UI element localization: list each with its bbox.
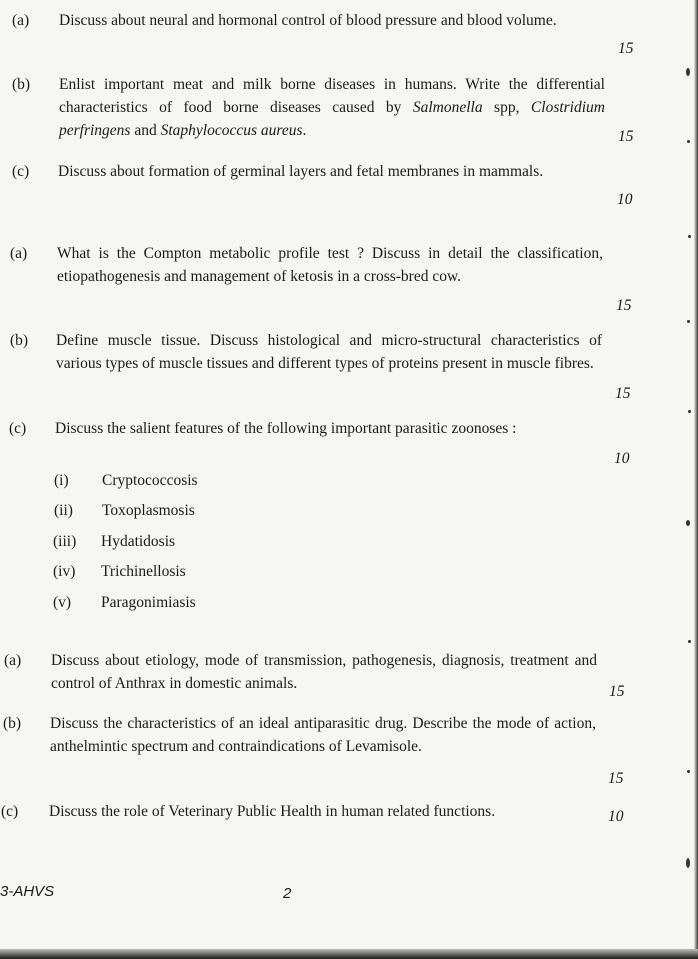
item-name: Paragonimiasis — [101, 594, 196, 611]
item-number: (ii) — [54, 502, 73, 519]
item-name: Hydatidosis — [101, 533, 176, 550]
question-label: (c) — [9, 420, 27, 437]
text-part: Enlist important meat and milk borne diseases in humans. Write the differential characteristics of food borne diseases caused by — [59, 76, 605, 116]
marks: 15 — [608, 770, 624, 787]
item-number: (i) — [54, 472, 69, 489]
question-text — [59, 73, 605, 142]
page-number: 2 — [283, 885, 292, 902]
marks: 15 — [618, 40, 634, 57]
scan-edge-bottom — [0, 949, 698, 959]
question-label: (b) — [3, 715, 22, 732]
question-label: (a) — [4, 652, 22, 669]
marks: 15 — [615, 385, 631, 402]
question-label: (c) — [12, 163, 30, 180]
item-number: (v) — [53, 594, 72, 611]
organism-staphylococcus: Staphylococcus aureus — [160, 122, 303, 139]
organism-salmonella: Salmonella — [412, 99, 483, 116]
paper-code: 3-AHVS — [0, 883, 55, 900]
item-name: Toxoplasmosis — [102, 502, 195, 519]
question-text: What is the Compton metabolic profile test ? Discuss in detail the classification, etiopathogenesis and management of ketosis in a cross-bred cow. — [57, 245, 603, 285]
marks: 10 — [617, 191, 633, 208]
question-text: Discuss the role of Veterinary Public Health in human related functions. — [49, 803, 496, 820]
question-text: Discuss about etiology, mode of transmission, pathogenesis, diagnosis, treatment and control of Anthrax in domestic animals. — [51, 652, 597, 692]
question-label: (c) — [1, 803, 19, 820]
question-label: (a) — [12, 12, 30, 29]
scan-edge-right — [694, 0, 698, 959]
text-part: and — [130, 122, 161, 139]
item-number: (iv) — [53, 563, 76, 580]
item-name: Cryptococcosis — [102, 472, 198, 489]
question-label: (a) — [10, 245, 28, 262]
text-part: spp, — [482, 99, 531, 116]
question-text: Discuss about neural and hormonal control of blood pressure and blood volume. — [59, 12, 557, 29]
item-number: (iii) — [53, 533, 77, 550]
question-text: Discuss the characteristics of an ideal antiparasitic drug. Describe the mode of action, anthelmintic spectrum and contraindications of Levamisole. — [50, 715, 596, 755]
question-text: Discuss the salient features of the following important parasitic zoonoses : — [55, 420, 517, 437]
question-label: (b) — [10, 332, 29, 349]
marks: 15 — [618, 128, 634, 145]
marks: 15 — [609, 683, 625, 700]
question-text: Discuss about formation of germinal layers and fetal membranes in mammals. — [58, 163, 544, 180]
marks: 15 — [616, 297, 632, 314]
marks: 10 — [608, 808, 624, 825]
marks: 10 — [614, 450, 630, 467]
text-part: . — [302, 122, 307, 139]
question-text: Define muscle tissue. Discuss histological and micro-structural characteristics of various types of muscle tissues and different types of proteins present in muscle fibres. — [56, 332, 602, 372]
question-label: (b) — [12, 76, 31, 93]
organism-clostridium: Clostridium perfringens — [59, 99, 605, 139]
item-name: Trichinellosis — [101, 563, 186, 580]
